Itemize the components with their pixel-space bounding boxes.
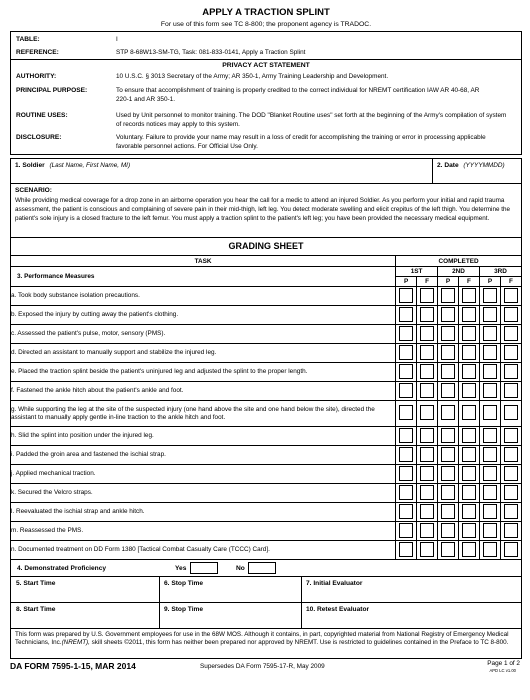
pass-checkbox-attempt-1[interactable] (399, 466, 413, 481)
grade-cell (459, 344, 480, 363)
header-block (10, 31, 522, 155)
proficiency-row (10, 560, 522, 577)
grade-cell (417, 465, 438, 484)
grade-cell (438, 446, 459, 465)
task-text: d. Directed an assistant to manually support and stabilize the injured leg. (11, 344, 396, 363)
grade-cell (438, 465, 459, 484)
pass-checkbox-attempt-2[interactable] (441, 288, 455, 303)
grade-cell (438, 484, 459, 503)
pass-checkbox-attempt-1[interactable] (399, 485, 413, 500)
grade-cell (479, 344, 500, 363)
date-label: 2. Date (437, 162, 459, 169)
grade-cell (459, 484, 480, 503)
initial-evaluator-label: 7. Initial Evaluator (306, 580, 363, 587)
fail-checkbox-attempt-3[interactable] (504, 466, 518, 481)
retest-start-time-label: 8. Start Time (16, 606, 56, 613)
pass-checkbox-attempt-2[interactable] (441, 428, 455, 443)
grade-cell (500, 287, 521, 306)
fail-checkbox-attempt-1[interactable] (420, 288, 434, 303)
grade-cell (417, 541, 438, 560)
grade-cell (417, 446, 438, 465)
fail-checkbox-attempt-1[interactable] (420, 405, 434, 420)
task-row (11, 325, 522, 344)
grading-heading: GRADING SHEET (10, 238, 522, 255)
grade-cell (500, 541, 521, 560)
fail-checkbox-attempt-3[interactable] (504, 307, 518, 322)
fail-header: F (459, 277, 480, 287)
fail-header: F (417, 277, 438, 287)
fail-checkbox-attempt-2[interactable] (462, 345, 476, 360)
grade-cell (438, 363, 459, 382)
fail-checkbox-attempt-2[interactable] (462, 523, 476, 538)
grade-cell (417, 287, 438, 306)
grade-cell (500, 325, 521, 344)
task-row (11, 401, 522, 427)
fail-checkbox-attempt-2[interactable] (462, 364, 476, 379)
start-time-label: 5. Start Time (16, 580, 56, 587)
pass-checkbox-attempt-3[interactable] (483, 405, 497, 420)
pass-checkbox-attempt-2[interactable] (441, 542, 455, 557)
grade-cell (459, 427, 480, 446)
pass-checkbox-attempt-1[interactable] (399, 307, 413, 322)
pass-checkbox-attempt-2[interactable] (441, 447, 455, 462)
supersedes-note: Supersedes DA Form 7595-17-R, May 2009 (200, 662, 325, 670)
soldier-label: 1. Soldier (15, 162, 45, 169)
pass-checkbox-attempt-1[interactable] (399, 383, 413, 398)
task-row (11, 522, 522, 541)
task-text: n. Documented treatment on DD Form 1380 [Tactical Combat Casualty Care (TCCC) Card]. (11, 541, 396, 560)
grade-cell (396, 382, 417, 401)
soldier-hint: (Last Name, First Name, MI) (49, 162, 131, 169)
pass-checkbox-attempt-3[interactable] (483, 485, 497, 500)
grade-cell (396, 484, 417, 503)
grade-cell (459, 382, 480, 401)
pass-checkbox-attempt-3[interactable] (483, 447, 497, 462)
grade-cell (396, 344, 417, 363)
grade-cell (479, 541, 500, 560)
pass-checkbox-attempt-3[interactable] (483, 288, 497, 303)
pass-header: P (396, 277, 417, 287)
grade-cell (396, 401, 417, 427)
retest-start-time-field[interactable] (11, 603, 160, 628)
fail-checkbox-attempt-1[interactable] (420, 542, 434, 557)
fail-checkbox-attempt-3[interactable] (504, 428, 518, 443)
grade-cell (396, 522, 417, 541)
scenario-label: SCENARIO: (15, 187, 52, 194)
grade-cell (459, 465, 480, 484)
pass-checkbox-attempt-3[interactable] (483, 466, 497, 481)
fail-checkbox-attempt-2[interactable] (462, 383, 476, 398)
pass-checkbox-attempt-2[interactable] (441, 326, 455, 341)
fail-checkbox-attempt-1[interactable] (420, 485, 434, 500)
grade-cell (438, 522, 459, 541)
task-text: i. Padded the groin area and fastened the ischial strap. (11, 446, 396, 465)
copyright-note-nremt: (NREMT), (61, 639, 90, 647)
attempt-2-header: 2ND (438, 267, 480, 277)
task-text: c. Assessed the patient's pulse, motor, sensory (PMS). (11, 325, 396, 344)
grade-cell (500, 503, 521, 522)
proficiency-yes-checkbox[interactable] (190, 562, 218, 574)
table-value: I (116, 36, 118, 43)
task-row (11, 344, 522, 363)
pass-checkbox-attempt-3[interactable] (483, 345, 497, 360)
grade-cell (417, 363, 438, 382)
grade-cell (396, 503, 417, 522)
grade-cell (438, 325, 459, 344)
task-rows (11, 287, 522, 560)
fail-header: F (500, 277, 521, 287)
fail-checkbox-attempt-1[interactable] (420, 326, 434, 341)
task-row (11, 541, 522, 560)
task-text: l. Reevaluated the ischial strap and ankle hitch. (11, 503, 396, 522)
pass-checkbox-attempt-2[interactable] (441, 383, 455, 398)
pass-checkbox-attempt-3[interactable] (483, 504, 497, 519)
grade-cell (500, 465, 521, 484)
grade-cell (417, 325, 438, 344)
pass-checkbox-attempt-1[interactable] (399, 326, 413, 341)
grade-cell (459, 401, 480, 427)
task-text: b. Exposed the injury by cutting away the patient's clothing. (11, 306, 396, 325)
disclosure-text: Voluntary. Failure to provide your name may result in a loss of credit for accomplishing the training or error in processing applicable favorable personnel actions. For Official Use Only. (116, 134, 486, 150)
fail-checkbox-attempt-3[interactable] (504, 364, 518, 379)
grade-cell (479, 287, 500, 306)
completed-column-header: COMPLETED (396, 256, 522, 267)
task-row (11, 465, 522, 484)
pass-checkbox-attempt-3[interactable] (483, 542, 497, 557)
form-page (10, 6, 522, 673)
fail-checkbox-attempt-3[interactable] (504, 345, 518, 360)
fail-checkbox-attempt-3[interactable] (504, 485, 518, 500)
fail-checkbox-attempt-3[interactable] (504, 523, 518, 538)
attempt-3-header: 3RD (479, 267, 521, 277)
uses-text: Used by Unit personnel to monitor training. The DOD "Blanket Routine uses" set forth at the beginning of the Army's compilation of system of records notices may apply to this system. (116, 112, 507, 128)
pass-checkbox-attempt-2[interactable] (441, 405, 455, 420)
pass-checkbox-attempt-1[interactable] (399, 428, 413, 443)
reference-value: STP 8-68W13-SM-TG, Task: 081-833-0141, Apply a Traction Splint (116, 49, 306, 56)
grade-cell (479, 465, 500, 484)
authority-text: 10 U.S.C. § 3013 Secretary of the Army; AR 350-1, Army Training Leadership and Development. (116, 73, 389, 80)
purpose-text: To ensure that accomplishment of training is properly credited to the correct individual for NREMT certification IAW AR 40-68, AR 220-1 and AR 350-1. (116, 87, 480, 103)
soldier-block (10, 158, 522, 184)
grade-cell (396, 287, 417, 306)
fail-checkbox-attempt-2[interactable] (462, 504, 476, 519)
fail-checkbox-attempt-1[interactable] (420, 447, 434, 462)
grade-cell (417, 427, 438, 446)
task-row (11, 484, 522, 503)
proficiency-label: 4. Demonstrated Proficiency (17, 564, 107, 572)
form-subtitle: For use of this form see TC 8-800; the proponent agency is TRADOC. (160, 21, 372, 28)
uses-label: ROUTINE USES: (16, 112, 68, 119)
fail-checkbox-attempt-2[interactable] (462, 405, 476, 420)
reference-label: REFERENCE: (16, 49, 59, 56)
pass-checkbox-attempt-1[interactable] (399, 288, 413, 303)
grade-cell (500, 401, 521, 427)
grade-cell (479, 503, 500, 522)
soldier-field[interactable] (11, 159, 433, 183)
form-title: APPLY A TRACTION SPLINT (202, 7, 330, 18)
grade-cell (479, 401, 500, 427)
task-row (11, 503, 522, 522)
pass-checkbox-attempt-2[interactable] (441, 345, 455, 360)
fail-checkbox-attempt-2[interactable] (462, 326, 476, 341)
pass-checkbox-attempt-2[interactable] (441, 307, 455, 322)
task-row (11, 382, 522, 401)
fail-checkbox-attempt-1[interactable] (420, 383, 434, 398)
authority-label: AUTHORITY: (16, 73, 57, 80)
task-row (11, 306, 522, 325)
page-number: Page 1 of 2 (487, 660, 520, 667)
pass-checkbox-attempt-1[interactable] (399, 542, 413, 557)
grade-cell (438, 541, 459, 560)
performance-measures-label: 3. Performance Measures (11, 267, 396, 287)
task-text: e. Placed the traction splint beside the patient's uninjured leg and adjusted the splint to the proper length. (11, 363, 396, 382)
fail-checkbox-attempt-1[interactable] (420, 466, 434, 481)
proficiency-yes-label: Yes (175, 564, 187, 572)
proficiency-no-checkbox[interactable] (248, 562, 276, 574)
proficiency-no-label: No (236, 564, 245, 572)
retest-evaluator-label: 10. Retest Evaluator (306, 606, 370, 613)
fail-checkbox-attempt-3[interactable] (504, 326, 518, 341)
grade-cell (500, 306, 521, 325)
fail-checkbox-attempt-3[interactable] (504, 504, 518, 519)
task-text: a. Took body substance isolation precautions. (11, 287, 396, 306)
fail-checkbox-attempt-3[interactable] (504, 383, 518, 398)
grade-cell (479, 306, 500, 325)
retest-stop-time-field[interactable] (160, 603, 302, 628)
grade-cell (396, 465, 417, 484)
grade-cell (396, 325, 417, 344)
form-version: APD LC v1.00 (489, 668, 516, 673)
task-text: j. Applied mechanical traction. (11, 465, 396, 484)
scenario-block (10, 184, 522, 238)
pass-checkbox-attempt-3[interactable] (483, 364, 497, 379)
pass-checkbox-attempt-3[interactable] (483, 428, 497, 443)
copyright-note-text: This form was prepared by U.S. Government employees for use in the 68W MOS. Although it contains, in part, copyrighted material from National Registry of Emergency Medical Technicians, Inc. (15, 631, 509, 647)
pass-header: P (438, 277, 459, 287)
grade-cell (479, 446, 500, 465)
fail-checkbox-attempt-2[interactable] (462, 485, 476, 500)
table-label: TABLE: (16, 36, 40, 43)
grade-cell (396, 427, 417, 446)
grade-cell (459, 363, 480, 382)
privacy-heading: PRIVACY ACT STATEMENT (222, 62, 310, 69)
fail-checkbox-attempt-3[interactable] (504, 447, 518, 462)
grade-cell (459, 541, 480, 560)
task-row (11, 427, 522, 446)
grade-cell (396, 541, 417, 560)
stop-time-field[interactable] (160, 577, 302, 602)
form-footer (10, 659, 522, 673)
fail-checkbox-attempt-1[interactable] (420, 504, 434, 519)
pass-checkbox-attempt-2[interactable] (441, 364, 455, 379)
fail-checkbox-attempt-1[interactable] (420, 523, 434, 538)
date-field[interactable] (433, 159, 521, 183)
grade-cell (438, 503, 459, 522)
grade-cell (438, 287, 459, 306)
task-column-header: TASK (11, 256, 396, 267)
pass-checkbox-attempt-1[interactable] (399, 523, 413, 538)
grade-cell (500, 484, 521, 503)
grade-cell (459, 306, 480, 325)
grade-cell (500, 363, 521, 382)
grade-cell (438, 306, 459, 325)
pass-checkbox-attempt-1[interactable] (399, 504, 413, 519)
grade-cell (500, 446, 521, 465)
grade-cell (500, 382, 521, 401)
grade-cell (417, 522, 438, 541)
grade-cell (417, 382, 438, 401)
grade-cell (479, 363, 500, 382)
pass-checkbox-attempt-2[interactable] (441, 504, 455, 519)
purpose-label: PRINCIPAL PURPOSE: (16, 87, 88, 94)
task-row (11, 446, 522, 465)
pass-checkbox-attempt-3[interactable] (483, 326, 497, 341)
grade-cell (479, 484, 500, 503)
grade-cell (417, 344, 438, 363)
grade-cell (417, 401, 438, 427)
task-text: g. While supporting the leg at the site of the suspected injury (one hand above the site and one hand below the site), directed the assistant to manually apply gentle in-line traction to the ankle hitch and foot. (11, 401, 396, 427)
disclosure-label: DISCLOSURE: (16, 134, 62, 141)
grade-cell (417, 484, 438, 503)
pass-checkbox-attempt-1[interactable] (399, 447, 413, 462)
pass-checkbox-attempt-3[interactable] (483, 383, 497, 398)
grading-table (10, 255, 522, 560)
grade-cell (438, 401, 459, 427)
task-text: m. Reassessed the PMS. (11, 522, 396, 541)
grade-cell (396, 363, 417, 382)
grade-cell (500, 344, 521, 363)
pass-checkbox-attempt-3[interactable] (483, 307, 497, 322)
grade-cell (438, 427, 459, 446)
scenario-text: While providing medical coverage for a drop zone in an airborne operation you hear the call for a medic to attend an injured Soldier. As you perform your initial and rapid trauma assessment, the patient is conscious and complaining of severe pain in their mid-thigh, left leg. You detect moderate swelling and elicit crepitus of the left thigh. You determine the patient's sole injury is a closed fracture to the left femur. You must apply a traction splint to the patient's left leg; you have been provided the necessary medical equipment. (15, 197, 510, 222)
grade-cell (438, 344, 459, 363)
fail-checkbox-attempt-2[interactable] (462, 542, 476, 557)
times-row-2 (10, 603, 522, 629)
task-text: h. Slid the splint into position under the injured leg. (11, 427, 396, 446)
retest-stop-time-label: 9. Stop Time (164, 606, 204, 613)
grade-cell (479, 427, 500, 446)
grade-cell (459, 325, 480, 344)
task-row (11, 287, 522, 306)
grade-cell (479, 382, 500, 401)
fail-checkbox-attempt-2[interactable] (462, 428, 476, 443)
initial-evaluator-field[interactable] (302, 577, 521, 602)
fail-checkbox-attempt-1[interactable] (420, 307, 434, 322)
grade-cell (459, 446, 480, 465)
fail-checkbox-attempt-1[interactable] (420, 345, 434, 360)
grade-cell (479, 522, 500, 541)
grade-cell (500, 427, 521, 446)
fail-checkbox-attempt-1[interactable] (420, 364, 434, 379)
retest-evaluator-field[interactable] (302, 603, 521, 628)
pass-checkbox-attempt-1[interactable] (399, 405, 413, 420)
copyright-note-text-2: skill sheets ©2011, this form has neither been prepared nor approved by NREMT. Use is restricted to guidelines contained in the Preface to TC 8-800. (89, 639, 509, 647)
fail-checkbox-attempt-2[interactable] (462, 447, 476, 462)
fail-checkbox-attempt-3[interactable] (504, 288, 518, 303)
pass-checkbox-attempt-1[interactable] (399, 345, 413, 360)
date-hint: (YYYYMMDD) (463, 162, 505, 169)
grade-cell (396, 306, 417, 325)
attempt-1-header: 1ST (396, 267, 438, 277)
pass-header: P (479, 277, 500, 287)
pass-checkbox-attempt-2[interactable] (441, 523, 455, 538)
grade-cell (438, 382, 459, 401)
copyright-note (10, 629, 522, 659)
fail-checkbox-attempt-2[interactable] (462, 307, 476, 322)
fail-checkbox-attempt-3[interactable] (504, 542, 518, 557)
grade-cell (417, 503, 438, 522)
fail-checkbox-attempt-2[interactable] (462, 466, 476, 481)
grade-cell (459, 287, 480, 306)
stop-time-label: 6. Stop Time (164, 580, 204, 587)
times-row-1 (10, 577, 522, 603)
grade-cell (500, 522, 521, 541)
pass-checkbox-attempt-3[interactable] (483, 523, 497, 538)
form-id: DA FORM 7595-1-15, MAR 2014 (10, 661, 136, 671)
pass-checkbox-attempt-1[interactable] (399, 364, 413, 379)
task-text: k. Secured the Velcro straps. (11, 484, 396, 503)
task-row (11, 363, 522, 382)
grade-cell (479, 325, 500, 344)
fail-checkbox-attempt-2[interactable] (462, 288, 476, 303)
grade-cell (396, 446, 417, 465)
pass-checkbox-attempt-2[interactable] (441, 485, 455, 500)
pass-checkbox-attempt-2[interactable] (441, 466, 455, 481)
start-time-field[interactable] (11, 577, 160, 602)
grade-cell (417, 306, 438, 325)
fail-checkbox-attempt-1[interactable] (420, 428, 434, 443)
task-text: f. Fastened the ankle hitch about the patient's ankle and foot. (11, 382, 396, 401)
grade-cell (459, 522, 480, 541)
fail-checkbox-attempt-3[interactable] (504, 405, 518, 420)
grade-cell (459, 503, 480, 522)
